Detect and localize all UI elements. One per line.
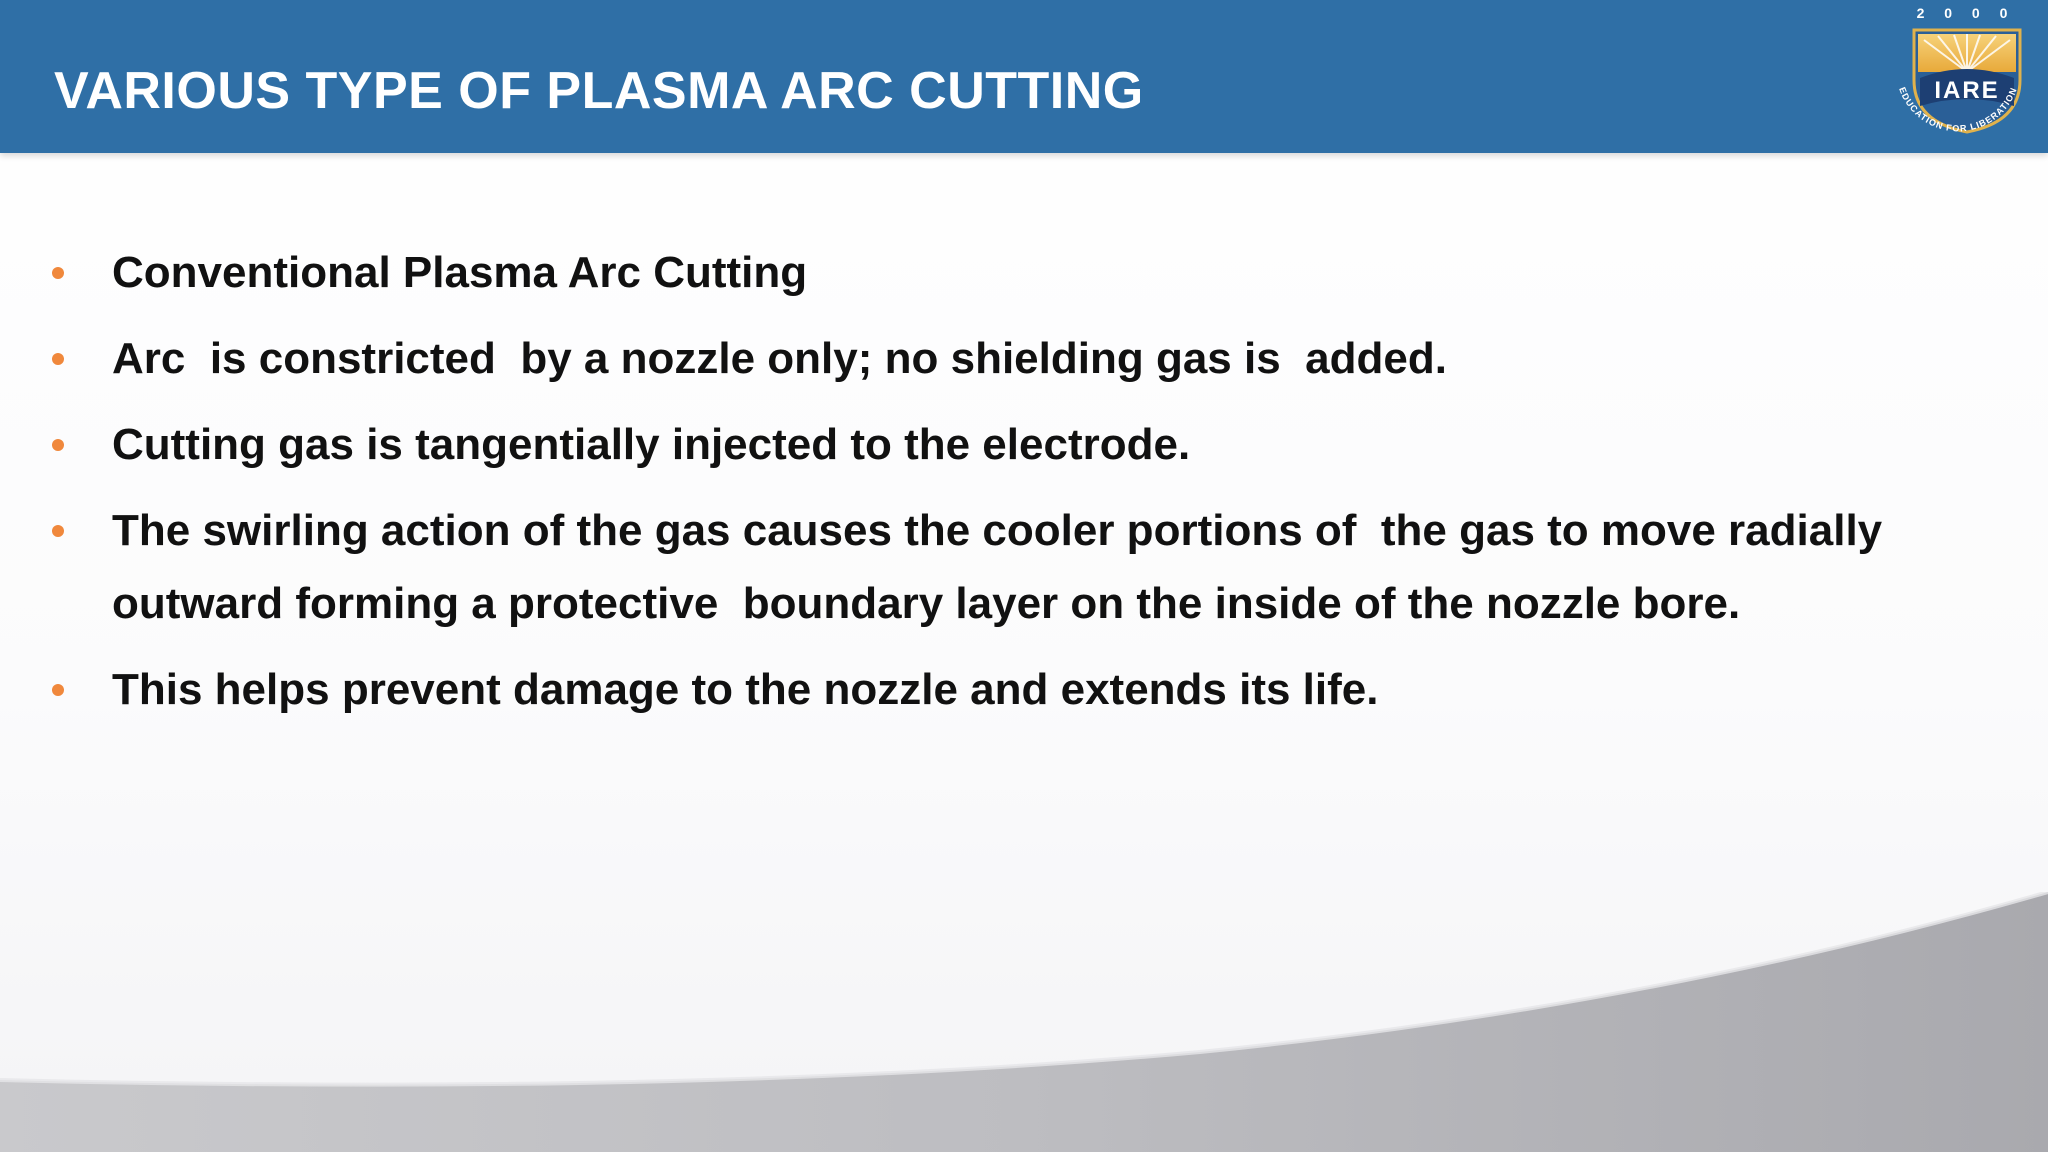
bullet-item [50,236,1970,309]
bullet-icon [52,353,64,365]
bullet-icon [52,684,64,696]
bullet-text: Conventional Plasma Arc Cutting [112,248,808,297]
bullet-item [50,322,1970,395]
bullet-list [50,236,1970,739]
bullet-item [50,653,1970,726]
logo-name: IARE [1934,77,2000,104]
logo-year: 2 0 0 0 [1916,5,2016,21]
slide-title: VARIOUS TYPE OF PLASMA ARC CUTTING [54,62,1144,120]
bullet-icon [52,439,64,451]
iare-logo [1868,0,2048,153]
logo-motto: EDUCATION FOR LIBERATION [1897,85,2019,134]
bullet-text: The swirling action of the gas causes the cooler portions of the gas to move radially outward forming a protective boundary layer on the inside of the nozzle bore. [112,506,1895,628]
bullet-item [50,408,1970,481]
bullet-icon [52,267,64,279]
bullet-text: Arc is constricted by a nozzle only; no shielding gas is added. [112,334,1447,383]
bullet-text: Cutting gas is tangentially injected to the electrode. [112,420,1191,469]
bullet-item [50,494,1970,640]
bottom-swoosh [0,892,2048,1152]
header-bar [0,0,2048,153]
bullet-icon [52,525,64,537]
bullet-text: This helps prevent damage to the nozzle and extends its life. [112,665,1379,714]
